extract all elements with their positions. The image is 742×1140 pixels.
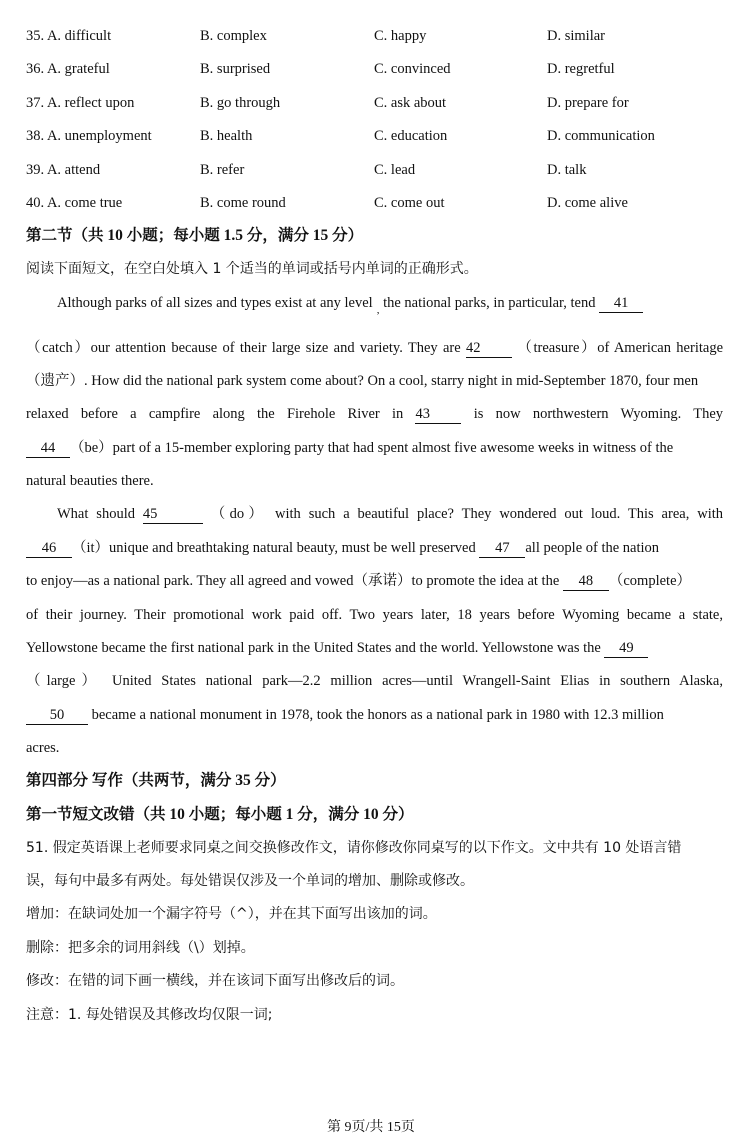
blank-47[interactable]: 47: [479, 539, 525, 558]
blank-50[interactable]: 50: [26, 706, 88, 725]
passage-line-13: 50 became a national monument in 1978, took the honors as a national park in 1980 with 12.3 million: [26, 704, 723, 726]
blank-44[interactable]: 44: [26, 439, 70, 458]
passage-line-12: （large） United States national park—2.2 million acres—until Wrangell-Saint Elias in southern Alaska,: [26, 673, 723, 689]
blank-42[interactable]: 42: [466, 339, 512, 358]
option-d: D. come alive: [547, 195, 628, 211]
blank-46[interactable]: 46: [26, 539, 72, 558]
option-c: C. come out: [374, 195, 445, 211]
blank-49[interactable]: 49: [604, 639, 648, 658]
passage-line-3: （遗产）. How did the national park system come about? On a cool, starry night in mid-September 1870, four men: [26, 373, 699, 389]
passage-line-5: 44 （be）part of a 15-member exploring party that had spent almost five awesome weeks in witness of the: [26, 437, 723, 459]
option-a: 36. A. grateful: [26, 61, 110, 77]
passage-line-11: Yellowstone became the first national park in the United States and the world. Yellowstone was the 49: [26, 637, 723, 659]
part4-sub-heading: 第一节短文改错（共 10 小题；每小题 1 分，满分 10 分）: [26, 806, 414, 823]
passage-line-8: 46 （it）unique and breathtaking natural beauty, must be well preserved 47 all people of the nation: [26, 537, 723, 559]
choice-row-35: [26, 25, 726, 47]
rule-modify: 修改：在错的词下画一横线，并在该词下面写出修改后的词。: [26, 973, 404, 989]
passage-line-6: natural beauties there.: [26, 473, 154, 489]
option-b: B. surprised: [200, 61, 271, 77]
option-c: C. convinced: [374, 61, 451, 77]
blank-48[interactable]: 48: [563, 572, 609, 591]
choice-row-37: [26, 92, 726, 114]
q51-line-2: 误，每句中最多有两处。每处错误仅涉及一个单词的增加、删除或修改。: [26, 873, 474, 889]
rule-delete: 删除：把多余的词用斜线（\）划掉。: [26, 940, 255, 956]
option-c: C. education: [374, 128, 448, 144]
choice-row-38: [26, 125, 726, 147]
option-b: B. come round: [200, 195, 286, 211]
passage-line-7: What should 45 （do） with such a beautiful place? They wondered out loud. This area, with: [57, 506, 723, 522]
option-a: 38. A. unemployment: [26, 128, 152, 144]
option-b: B. health: [200, 128, 253, 144]
blank-41[interactable]: 41: [599, 294, 643, 313]
option-b: B. go through: [200, 95, 281, 111]
rule-add: 增加：在缺词处加一个漏字符号（^），并在其下面写出该加的词。: [26, 906, 437, 922]
part4-heading: 第四部分 写作（共两节，满分 35 分）: [26, 772, 286, 789]
passage-line-14: acres.: [26, 740, 60, 756]
passage-line-10: of their journey. Their promotional work paid off. Two years later, 18 years before Wyoming became a state,: [26, 607, 723, 623]
option-b: B. complex: [200, 28, 267, 44]
option-d: D. communication: [547, 128, 655, 144]
rule-note: 注意：1. 每处错误及其修改均仅限一词;: [26, 1007, 273, 1023]
option-c: C. lead: [374, 162, 416, 178]
option-d: D. regretful: [547, 61, 615, 77]
passage-line-9: to enjoy—as a national park. They all agreed and vowed（承诺）to promote the idea at the 48 （complete）: [26, 573, 692, 589]
choice-row-36: [26, 58, 726, 80]
blank-45[interactable]: 45: [143, 505, 203, 524]
option-a: 40. A. come true: [26, 195, 123, 211]
page-footer: 第 9页/共 15页: [327, 1120, 415, 1135]
blank-43[interactable]: 43: [415, 405, 461, 424]
option-d: D. prepare for: [547, 95, 629, 111]
option-d: D. similar: [547, 28, 605, 44]
passage-line-4: relaxed before a campfire along the Firehole River in 43 is now northwestern Wyoming. They: [26, 406, 723, 422]
passage-line-2: （catch）our attention because of their large size and variety. They are 42 （treasure）of American heritage: [26, 340, 723, 356]
choice-row-39: [26, 159, 726, 181]
option-c: C. ask about: [374, 95, 447, 111]
passage-line-1: Although parks of all sizes and types exist at any level $_,$ the national parks, in particular, tend 41: [57, 292, 723, 315]
option-a: 37. A. reflect upon: [26, 95, 135, 111]
q51-line-1: 51. 假定英语课上老师要求同桌之间交换修改作文，请你修改你同桌写的以下作文。文中共有 10 处语言错: [26, 840, 682, 856]
option-b: B. refer: [200, 162, 245, 178]
section2-instruction: 阅读下面短文，在空白处填入 1 个适当的单词或括号内单词的正确形式。: [26, 261, 478, 277]
option-c: C. happy: [374, 28, 427, 44]
section2-heading: 第二节（共 10 小题；每小题 1.5 分，满分 15 分）: [26, 227, 364, 244]
option-a: 39. A. attend: [26, 162, 101, 178]
option-d: D. talk: [547, 162, 587, 178]
option-a: 35. A. difficult: [26, 28, 112, 44]
choice-row-40: [26, 192, 726, 214]
